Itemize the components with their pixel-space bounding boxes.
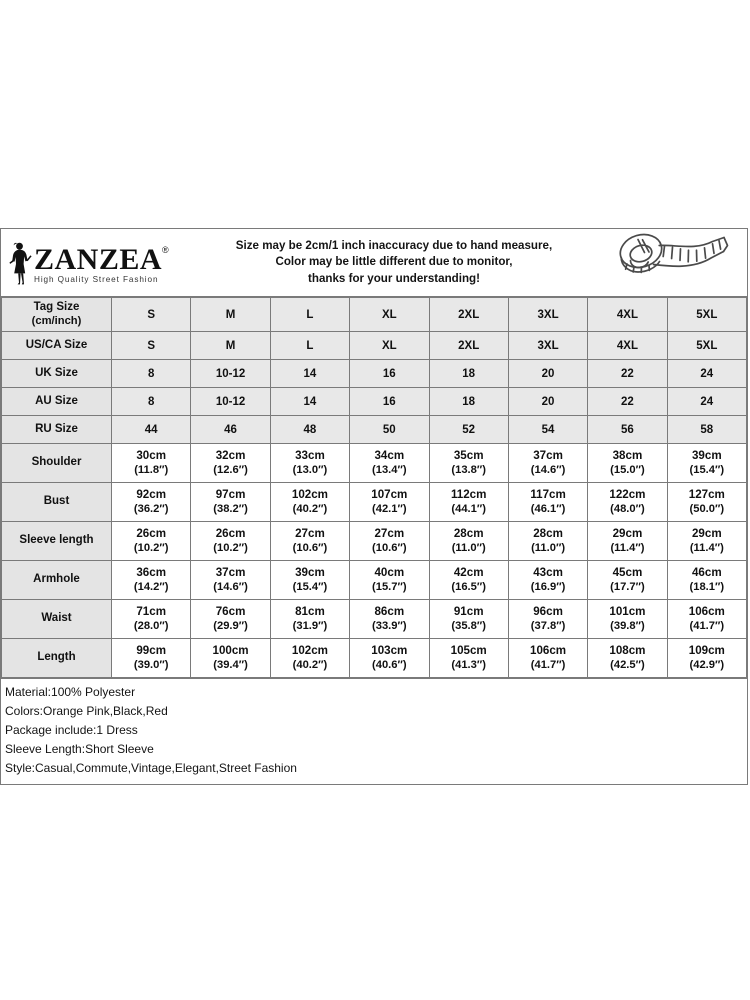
value-inch: (15.7″) — [372, 581, 407, 594]
value-cm: 91cm — [453, 604, 484, 618]
table-cell — [112, 639, 191, 678]
table-cell: XL — [350, 332, 429, 360]
value-cm: 97cm — [215, 487, 246, 501]
value-inch: (14.6″) — [530, 464, 566, 477]
value-cm: 27cm — [374, 526, 405, 540]
brand-name: ZANZEA — [34, 243, 163, 277]
value-inch: (39.8″) — [610, 620, 645, 633]
table-cell: 3XL — [508, 332, 587, 360]
value-cm: 28cm — [533, 526, 563, 540]
description-style: Style:Casual,Commute,Vintage,Elegant,Street Fashion — [5, 760, 297, 775]
value-cm: 30cm — [136, 448, 167, 462]
value-inch: (11.4″) — [610, 542, 645, 555]
table-cell — [588, 483, 667, 522]
value-inch: (15.0″) — [610, 464, 645, 477]
brand-tagline: High Quality Street Fashion — [34, 275, 159, 285]
table-cell — [270, 522, 349, 561]
value-inch: (12.6″) — [213, 464, 248, 477]
row-label-waist: Waist — [2, 600, 112, 639]
value-cm: 26cm — [215, 526, 246, 540]
value-cm: 29cm — [612, 526, 643, 540]
value-inch: (42.9″) — [689, 659, 725, 672]
value-cm: 117cm — [530, 487, 566, 501]
value-cm: 28cm — [453, 526, 484, 540]
value-inch: (41.7″) — [530, 659, 566, 672]
value-cm: 96cm — [533, 604, 563, 618]
value-cm: 109cm — [688, 643, 725, 657]
value-inch: (13.4″) — [372, 464, 407, 477]
tag-size-label-line2: (cm/inch) — [31, 314, 82, 327]
value-inch: (31.9″) — [292, 620, 328, 633]
value-inch: (29.9″) — [213, 620, 248, 633]
cell-tag-size-xl: XL — [350, 298, 429, 332]
value-cm: 37cm — [215, 565, 246, 579]
value-inch: (46.1″) — [530, 503, 566, 516]
table-row-bust — [2, 483, 747, 522]
product-description — [1, 678, 747, 784]
table-cell: 46 — [191, 416, 270, 444]
value-cm: 26cm — [136, 526, 167, 540]
value-inch: (42.5″) — [610, 659, 645, 672]
value-inch: (14.6″) — [213, 581, 248, 594]
value-cm: 39cm — [691, 448, 722, 462]
value-cm: 122cm — [609, 487, 646, 501]
table-cell — [191, 600, 270, 639]
table-cell — [588, 600, 667, 639]
value-cm: 34cm — [374, 448, 405, 462]
table-cell — [508, 600, 587, 639]
value-cm: 32cm — [215, 448, 246, 462]
value-cm: 71cm — [136, 604, 167, 618]
cell-tag-size-3xl: 3XL — [508, 298, 587, 332]
row-label-us-ca-size: US/CA Size — [2, 332, 112, 360]
row-label-tag-size — [2, 298, 112, 332]
table-row-au-size — [2, 388, 747, 416]
value-inch: (11.0″) — [451, 542, 486, 555]
notice-line-1: Size may be 2cm/1 inch inaccuracy due to hand measure, — [235, 238, 553, 252]
value-cm: 100cm — [212, 643, 249, 657]
value-cm: 40cm — [374, 565, 405, 579]
table-cell: 18 — [429, 388, 508, 416]
value-cm: 29cm — [691, 526, 722, 540]
row-label-sleeve-length: Sleeve length — [2, 522, 112, 561]
value-inch: (41.3″) — [451, 659, 486, 672]
value-inch: (35.8″) — [451, 620, 486, 633]
table-cell — [350, 561, 429, 600]
table-cell — [350, 483, 429, 522]
table-cell: 16 — [350, 360, 429, 388]
brand-wordmark — [34, 245, 169, 284]
value-cm: 45cm — [612, 565, 643, 579]
cell-tag-size-5xl: 5XL — [667, 298, 746, 332]
table-cell — [270, 561, 349, 600]
table-cell: 56 — [588, 416, 667, 444]
brand-logo-cell — [1, 241, 191, 285]
value-inch: (28.0″) — [133, 620, 169, 633]
cell-tag-size-4xl: 4XL — [588, 298, 667, 332]
row-label-bust: Bust — [2, 483, 112, 522]
table-cell — [588, 639, 667, 678]
table-cell: 20 — [508, 388, 587, 416]
value-cm: 81cm — [295, 604, 325, 618]
table-cell — [191, 522, 270, 561]
table-cell — [112, 483, 191, 522]
cell-tag-size-m: M — [191, 298, 270, 332]
measurement-notice — [191, 238, 597, 287]
table-cell: 22 — [588, 388, 667, 416]
table-cell: 5XL — [667, 332, 746, 360]
size-table-body — [2, 298, 747, 678]
value-inch: (44.1″) — [451, 503, 486, 516]
row-label-armhole: Armhole — [2, 561, 112, 600]
value-cm: 101cm — [609, 604, 646, 618]
value-inch: (16.9″) — [530, 581, 566, 594]
table-cell — [667, 600, 746, 639]
value-inch: (40.2″) — [292, 659, 328, 672]
table-cell: 4XL — [588, 332, 667, 360]
table-cell — [667, 444, 746, 483]
table-cell — [270, 600, 349, 639]
value-cm: 27cm — [295, 526, 325, 540]
cell-tag-size-s: S — [112, 298, 191, 332]
table-cell: 8 — [112, 360, 191, 388]
value-cm: 102cm — [291, 643, 328, 657]
table-cell — [508, 483, 587, 522]
table-cell — [429, 561, 508, 600]
value-inch: (16.5″) — [451, 581, 486, 594]
table-cell — [588, 522, 667, 561]
zanzea-logo — [7, 241, 169, 285]
value-inch: (10.6″) — [292, 542, 328, 555]
table-cell — [191, 561, 270, 600]
value-inch: (50.0″) — [689, 503, 725, 516]
cell-tag-size-l: L — [270, 298, 349, 332]
value-cm: 36cm — [136, 565, 167, 579]
table-cell — [508, 522, 587, 561]
value-cm: 107cm — [371, 487, 408, 501]
table-row-uk-size — [2, 360, 747, 388]
table-cell — [350, 600, 429, 639]
table-cell: 24 — [667, 360, 746, 388]
table-cell: 54 — [508, 416, 587, 444]
value-inch: (10.2″) — [213, 542, 248, 555]
value-inch: (11.4″) — [689, 542, 724, 555]
table-cell: 10-12 — [191, 388, 270, 416]
table-cell — [588, 444, 667, 483]
value-inch: (14.2″) — [133, 581, 169, 594]
table-row-shoulder — [2, 444, 747, 483]
description-colors: Colors:Orange Pink,Black,Red — [5, 703, 168, 718]
value-inch: (39.0″) — [133, 659, 169, 672]
table-cell: S — [112, 332, 191, 360]
table-cell — [508, 444, 587, 483]
value-inch: (48.0″) — [610, 503, 645, 516]
value-cm: 102cm — [291, 487, 328, 501]
description-package: Package include:1 Dress — [5, 722, 138, 737]
cell-tag-size-2xl: 2XL — [429, 298, 508, 332]
table-cell — [112, 561, 191, 600]
table-cell: 48 — [270, 416, 349, 444]
table-cell — [350, 522, 429, 561]
table-row-tag-size — [2, 298, 747, 332]
notice-line-2: Color may be little different due to monitor, — [275, 255, 513, 269]
table-row-length — [2, 639, 747, 678]
table-cell: 58 — [667, 416, 746, 444]
table-cell — [112, 522, 191, 561]
value-inch: (33.9″) — [372, 620, 407, 633]
tag-size-label-line1: Tag Size — [33, 300, 80, 313]
value-inch: (13.0″) — [292, 464, 328, 477]
value-cm: 42cm — [453, 565, 484, 579]
value-inch: (37.8″) — [530, 620, 566, 633]
table-row-ru-size — [2, 416, 747, 444]
table-cell: 16 — [350, 388, 429, 416]
value-inch: (38.2″) — [213, 503, 248, 516]
table-cell — [588, 561, 667, 600]
value-inch: (15.4″) — [689, 464, 725, 477]
description-sleeve-length: Sleeve Length:Short Sleeve — [5, 741, 154, 756]
value-inch: (42.1″) — [372, 503, 407, 516]
value-cm: 112cm — [450, 487, 487, 501]
table-cell — [667, 483, 746, 522]
table-row-armhole — [2, 561, 747, 600]
value-inch: (39.4″) — [213, 659, 248, 672]
table-cell — [350, 444, 429, 483]
registered-trademark-icon: ® — [162, 245, 169, 256]
table-cell: 14 — [270, 360, 349, 388]
value-inch: (36.2″) — [133, 503, 169, 516]
value-inch: (18.1″) — [689, 581, 725, 594]
value-inch: (40.6″) — [372, 659, 407, 672]
table-cell: 8 — [112, 388, 191, 416]
table-cell — [667, 522, 746, 561]
value-cm: 105cm — [450, 643, 487, 657]
value-cm: 43cm — [533, 565, 563, 579]
value-cm: 38cm — [612, 448, 643, 462]
value-inch: (10.2″) — [133, 542, 169, 555]
table-cell — [429, 444, 508, 483]
value-inch: (17.7″) — [610, 581, 645, 594]
table-cell: 10-12 — [191, 360, 270, 388]
value-inch: (40.2″) — [292, 503, 328, 516]
table-cell: 14 — [270, 388, 349, 416]
table-cell — [191, 483, 270, 522]
table-cell: 24 — [667, 388, 746, 416]
table-cell: 50 — [350, 416, 429, 444]
table-cell — [429, 483, 508, 522]
table-cell — [508, 561, 587, 600]
value-cm: 108cm — [609, 643, 646, 657]
table-cell — [270, 444, 349, 483]
table-cell: L — [270, 332, 349, 360]
table-cell — [667, 561, 746, 600]
size-chart-block — [0, 228, 748, 785]
table-cell: 44 — [112, 416, 191, 444]
table-cell — [350, 639, 429, 678]
row-label-uk-size: UK Size — [2, 360, 112, 388]
value-inch: (41.7″) — [689, 620, 725, 633]
table-cell — [429, 600, 508, 639]
table-cell: 52 — [429, 416, 508, 444]
table-row-waist — [2, 600, 747, 639]
woman-silhouette-icon — [7, 241, 33, 285]
description-material: Material:100% Polyester — [5, 685, 136, 699]
table-cell: 2XL — [429, 332, 508, 360]
row-label-au-size: AU Size — [2, 388, 112, 416]
table-cell — [270, 483, 349, 522]
value-cm: 127cm — [688, 487, 725, 501]
table-cell — [112, 600, 191, 639]
value-inch: (11.0″) — [531, 542, 566, 555]
value-cm: 33cm — [295, 448, 325, 462]
row-label-length: Length — [2, 639, 112, 678]
size-table — [1, 297, 747, 678]
table-cell — [191, 639, 270, 678]
value-cm: 39cm — [295, 565, 325, 579]
table-cell — [112, 444, 191, 483]
value-inch: (10.6″) — [372, 542, 407, 555]
table-cell — [429, 522, 508, 561]
table-cell: 18 — [429, 360, 508, 388]
measuring-tape-icon — [613, 231, 731, 294]
value-cm: 92cm — [136, 487, 167, 501]
table-cell — [508, 639, 587, 678]
table-row-sleeve-length — [2, 522, 747, 561]
row-label-ru-size: RU Size — [2, 416, 112, 444]
table-cell — [667, 639, 746, 678]
value-inch: (13.8″) — [451, 464, 486, 477]
table-cell: 20 — [508, 360, 587, 388]
value-inch: (11.8″) — [134, 464, 169, 477]
value-cm: 37cm — [533, 448, 563, 462]
table-cell: 22 — [588, 360, 667, 388]
table-cell: M — [191, 332, 270, 360]
value-cm: 106cm — [530, 643, 567, 657]
value-inch: (15.4″) — [292, 581, 328, 594]
value-cm: 106cm — [688, 604, 725, 618]
table-cell — [191, 444, 270, 483]
row-label-shoulder: Shoulder — [2, 444, 112, 483]
value-cm: 103cm — [371, 643, 408, 657]
value-cm: 76cm — [215, 604, 246, 618]
table-cell — [270, 639, 349, 678]
value-cm: 46cm — [691, 565, 722, 579]
value-cm: 86cm — [374, 604, 405, 618]
value-cm: 35cm — [453, 448, 484, 462]
notice-line-3: thanks for your understanding! — [308, 271, 480, 285]
table-cell — [429, 639, 508, 678]
chart-header — [1, 229, 747, 297]
value-cm: 99cm — [136, 643, 167, 657]
tape-icon-cell — [597, 231, 747, 294]
table-row-us-ca-size — [2, 332, 747, 360]
